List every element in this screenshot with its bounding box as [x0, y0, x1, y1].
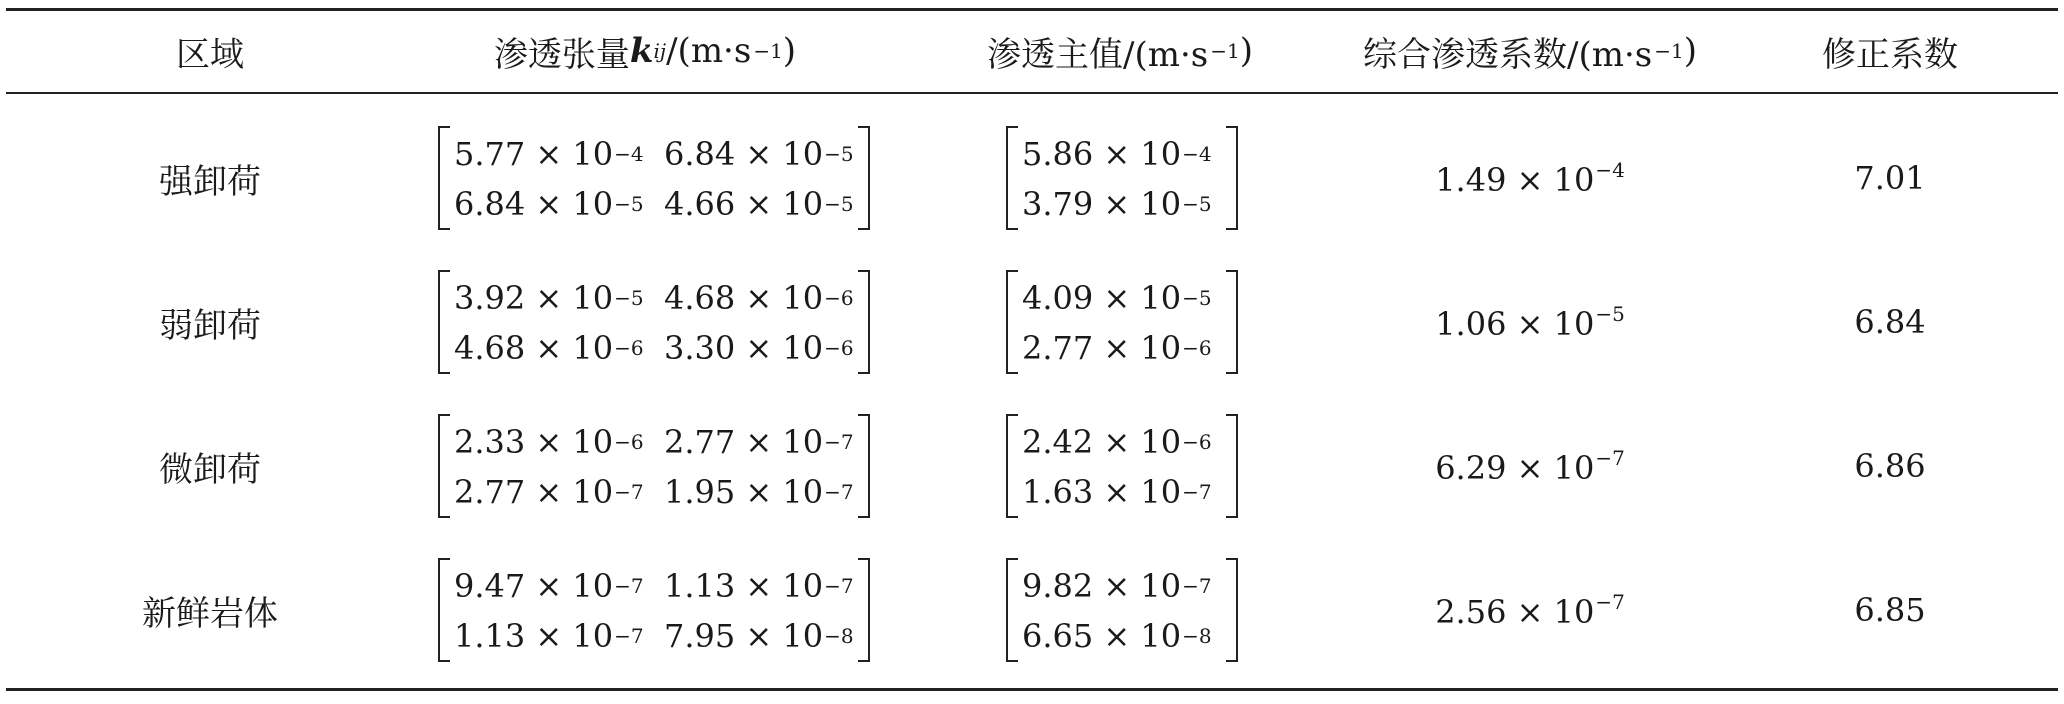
header-tensor-close: ) — [782, 31, 797, 71]
matrix-left-bracket — [438, 414, 450, 518]
matrix-right-bracket — [858, 126, 870, 230]
header-composite-prefix: 综合渗透系数/(m·s — [1363, 34, 1653, 75]
correction-number: 6.85 — [1854, 591, 1926, 629]
matrix-left-bracket — [438, 270, 450, 374]
tensor-matrix — [438, 126, 870, 230]
matrix-right-bracket — [858, 270, 870, 374]
row-weak-unloading-region — [80, 270, 340, 374]
header-tensor-sub: ij — [653, 39, 667, 63]
header-correction — [1760, 16, 2020, 86]
header-principal-prefix: 渗透主值/(m·s — [987, 34, 1209, 75]
header-tensor-unit: /(m·s — [666, 31, 752, 71]
header-principal — [950, 16, 1290, 86]
composite-mantissa: 6.29 × 10 — [1435, 448, 1595, 487]
principal-matrix — [1006, 126, 1238, 230]
tensor-entry-12: 2.77 × 10 −7 — [664, 423, 854, 461]
composite-value — [1330, 558, 1730, 662]
matrix-left-bracket — [1006, 414, 1018, 518]
composite-mantissa: 1.06 × 10 — [1435, 304, 1595, 343]
table-bottom-rule — [6, 688, 2058, 691]
header-correction-label: 修正系数 — [1822, 34, 1958, 75]
matrix-left-bracket — [438, 126, 450, 230]
tensor-matrix — [438, 414, 870, 518]
matrix-right-bracket — [1226, 558, 1238, 662]
header-principal-exp: −1 — [1210, 39, 1240, 63]
matrix-right-bracket — [858, 558, 870, 662]
tensor-matrix-body — [450, 270, 858, 374]
header-region — [80, 16, 340, 86]
tensor-entry-21: 2.77 × 10 −7 — [454, 473, 644, 511]
header-tensor — [430, 16, 860, 86]
composite-exponent: −4 — [1595, 157, 1625, 182]
tensor-entry-12: 1.13 × 10 −7 — [664, 567, 854, 605]
matrix-right-bracket — [1226, 126, 1238, 230]
composite-value — [1330, 270, 1730, 374]
tensor-matrix-body — [450, 414, 858, 518]
principal-matrix — [1006, 558, 1238, 662]
header-tensor-prefix: 渗透张量 — [493, 34, 630, 75]
principal-entry-2: 2.77 × 10 −6 — [1022, 329, 1212, 367]
composite-exponent: −7 — [1595, 589, 1625, 614]
tensor-entry-22: 1.95 × 10 −7 — [664, 473, 854, 511]
matrix-right-bracket — [858, 414, 870, 518]
table-top-rule — [6, 8, 2058, 11]
tensor-matrix-body — [450, 126, 858, 230]
principal-matrix-body — [1018, 126, 1226, 230]
principal-matrix — [1006, 270, 1238, 374]
correction-value — [1760, 126, 2020, 230]
row-fresh-rock-region — [80, 558, 340, 662]
header-tensor-var: k — [629, 31, 654, 71]
region-label: 新鲜岩体 — [142, 593, 278, 634]
composite-value — [1330, 126, 1730, 230]
principal-matrix — [1006, 414, 1238, 518]
correction-number: 7.01 — [1854, 159, 1926, 197]
header-composite — [1330, 16, 1730, 86]
tensor-entry-21: 1.13 × 10 −7 — [454, 617, 644, 655]
region-label: 微卸荷 — [159, 449, 261, 490]
principal-entry-2: 6.65 × 10 −8 — [1022, 617, 1212, 655]
header-principal-close: ) — [1239, 31, 1253, 71]
tensor-entry-22: 3.30 × 10 −6 — [664, 329, 854, 367]
tensor-entry-22: 7.95 × 10 −8 — [664, 617, 854, 655]
composite-exponent: −5 — [1595, 301, 1625, 326]
principal-entry-1: 5.86 × 10 −4 — [1022, 135, 1212, 173]
tensor-entry-11: 5.77 × 10 −4 — [454, 135, 644, 173]
matrix-left-bracket — [1006, 558, 1018, 662]
principal-entry-2: 1.63 × 10 −7 — [1022, 473, 1212, 511]
matrix-left-bracket — [1006, 270, 1018, 374]
correction-value — [1760, 558, 2020, 662]
matrix-right-bracket — [1226, 414, 1238, 518]
correction-value — [1760, 270, 2020, 374]
tensor-matrix — [438, 270, 870, 374]
tensor-matrix — [438, 558, 870, 662]
principal-entry-2: 3.79 × 10 −5 — [1022, 185, 1212, 223]
header-composite-exp: −1 — [1654, 39, 1684, 63]
correction-value — [1760, 414, 2020, 518]
composite-value — [1330, 414, 1730, 518]
tensor-matrix-body — [450, 558, 858, 662]
tensor-entry-11: 9.47 × 10 −7 — [454, 567, 644, 605]
composite-mantissa: 2.56 × 10 — [1435, 592, 1595, 631]
tensor-entry-21: 4.68 × 10 −6 — [454, 329, 644, 367]
tensor-entry-11: 3.92 × 10 −5 — [454, 279, 644, 317]
matrix-left-bracket — [438, 558, 450, 662]
tensor-entry-22: 4.66 × 10 −5 — [664, 185, 854, 223]
composite-exponent: −7 — [1595, 445, 1625, 470]
principal-matrix-body — [1018, 414, 1226, 518]
region-label: 弱卸荷 — [159, 305, 261, 346]
matrix-left-bracket — [1006, 126, 1018, 230]
principal-matrix-body — [1018, 558, 1226, 662]
composite-mantissa: 1.49 × 10 — [1435, 160, 1595, 199]
correction-number: 6.86 — [1854, 447, 1926, 485]
principal-entry-1: 2.42 × 10 −6 — [1022, 423, 1212, 461]
tensor-entry-12: 4.68 × 10 −6 — [664, 279, 854, 317]
correction-number: 6.84 — [1854, 303, 1926, 341]
principal-entry-1: 4.09 × 10 −5 — [1022, 279, 1212, 317]
principal-matrix-body — [1018, 270, 1226, 374]
tensor-entry-11: 2.33 × 10 −6 — [454, 423, 644, 461]
row-slight-unloading-region — [80, 414, 340, 518]
principal-entry-1: 9.82 × 10 −7 — [1022, 567, 1212, 605]
matrix-right-bracket — [1226, 270, 1238, 374]
region-label: 强卸荷 — [159, 161, 261, 202]
tensor-entry-12: 6.84 × 10 −5 — [664, 135, 854, 173]
row-strong-unloading-region — [80, 126, 340, 230]
table-header-rule — [6, 92, 2058, 94]
header-tensor-exp: −1 — [753, 39, 783, 63]
tensor-entry-21: 6.84 × 10 −5 — [454, 185, 644, 223]
header-region-label: 区域 — [176, 34, 244, 75]
header-composite-close: ) — [1683, 31, 1697, 71]
